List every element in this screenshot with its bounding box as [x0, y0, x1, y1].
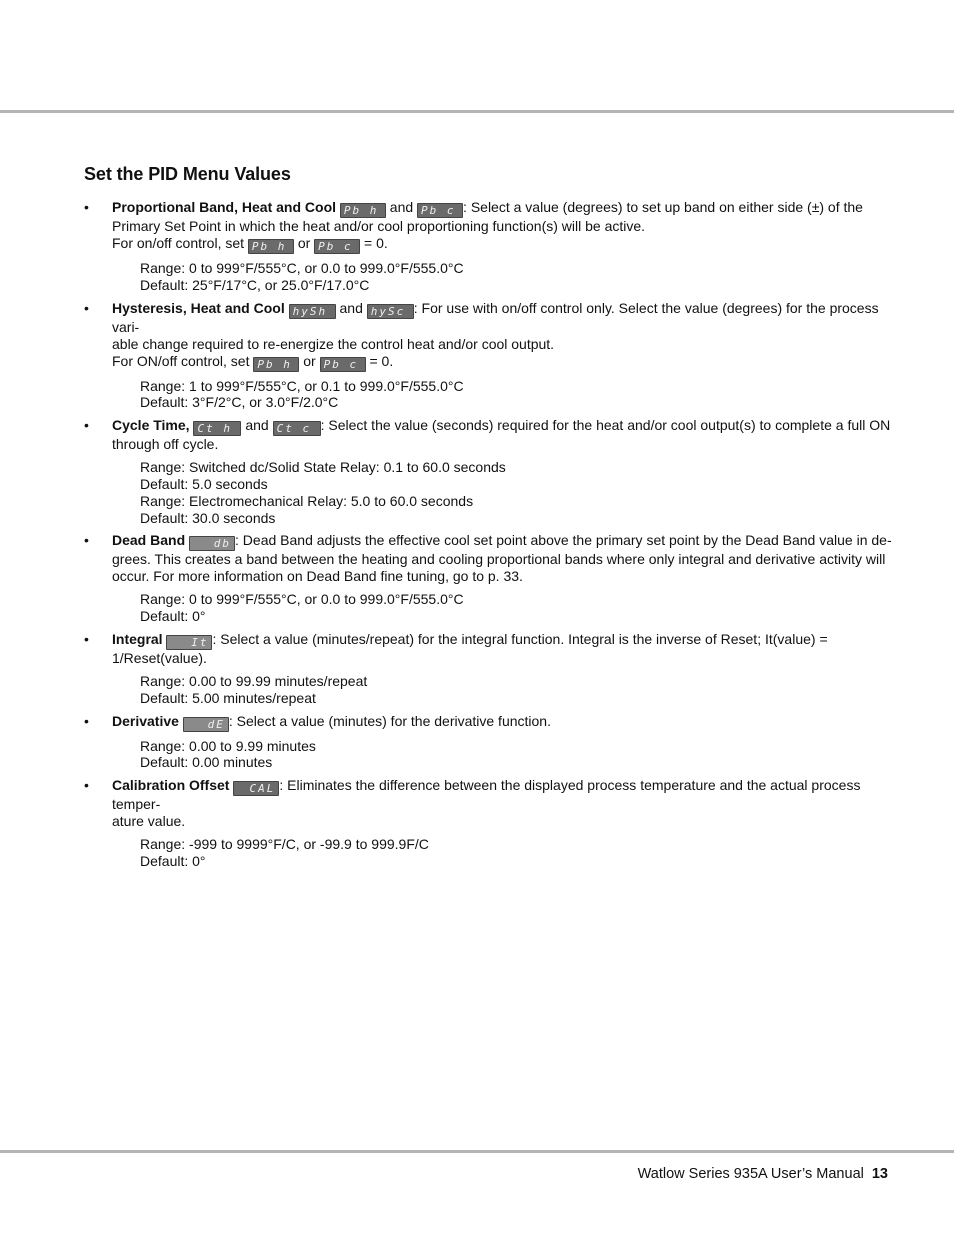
item-description: : Select a value (minutes) for the derivative function.	[228, 712, 551, 729]
range-default: Range: -999 to 9999°F/C, or -99.9 to 999.9F/C Default: 0°	[140, 836, 429, 869]
lcd-display-icon: Pb c	[314, 239, 360, 254]
item-note: For on/off control, set Pb h or Pb c = 0.	[112, 235, 388, 253]
range-default: Range: 0.00 to 9.99 minutes Default: 0.00 minutes	[140, 737, 316, 771]
item-description: : Dead Band adjusts the effective cool set point above the primary set point by the Dead Band value in de-	[235, 532, 892, 549]
range-default: Range: 0 to 999°F/555°C, or 0.0 to 999.0°F/555.0°C Default: 25°F/17°C, or 25.0°F/17.0°C	[140, 260, 464, 293]
page-number: 13	[871, 1166, 888, 1182]
item-note: For ON/off control, set Pb h or Pb c = 0.	[112, 352, 394, 371]
range-default: Range: 0 to 999°F/555°C, or 0.0 to 999.0°F/555.0°C Default: 0°	[140, 591, 464, 625]
lcd-display-icon: Pb h	[340, 203, 386, 218]
list-item: • Cycle Time, Ct h and Ct c : Select the value (seconds) required for the heat and/or cool output(s) to complete a full ON through off cycle. Range: Switched dc/Solid State Relay: 0.1 to 60.0 seconds Default: 5.0 seconds Range: Electromechanical Relay: 5.0 to 60.0 seconds Default: 30.0 seconds	[84, 417, 896, 526]
footer-rule	[0, 1150, 954, 1153]
item-label: Integral	[112, 630, 163, 647]
item-description: : Select a value (minutes/repeat) for the integral function. Integral is the inverse of Reset; It(value) =	[212, 630, 828, 647]
item-label: Proportional Band, Heat and Cool	[112, 199, 337, 215]
list-item: • Integral It : Select a value (minutes/repeat) for the integral function. Integral is the inverse of Reset; It(value) = 1/Reset(value). Range: 0.00 to 99.99 minutes/repeat Default: 5.00 minutes/repeat	[84, 631, 896, 707]
bullet: •	[84, 777, 89, 794]
list-item: • Calibration Offset CAL : Eliminates the difference between the displayed process temperature and the actual process temper- ature value. Range: -999 to 9999°F/C, or -99.9 to 999.9F/C Default: 0°	[84, 777, 896, 870]
bullet: •	[84, 417, 89, 434]
lcd-display-icon: hySc	[367, 304, 414, 319]
range-default: Range: 1 to 999°F/555°C, or 0.1 to 999.0°F/555.0°C Default: 3°F/2°C, or 3.0°F/2.0°C	[140, 377, 464, 411]
lcd-display-icon: Pb c	[320, 357, 366, 372]
item-description: : Select a value (degrees) to set up band on either side (±) of the	[463, 199, 863, 215]
item-label: Calibration Offset	[112, 777, 230, 794]
lcd-display-icon: Pb h	[253, 357, 299, 372]
lcd-display-icon: Pb c	[417, 203, 463, 218]
manual-title: Watlow Series 935A User’s Manual	[637, 1166, 864, 1182]
lcd-display-icon: It	[166, 635, 212, 650]
page-footer	[638, 1166, 888, 1182]
list-item: • Dead Band db : Dead Band adjusts the effective cool set point above the primary set point by the Dead Band value in de- grees. This creates a band between the heating and cooling proportional bands where only integral and derivative activity will occur. For more information on Dead Band fine tuning, go to p. 33. Range: 0 to 999°F/555°C, or 0.0 to 999.0°F/555.0°C Default: 0°	[84, 532, 896, 625]
lcd-display-icon: hySh	[289, 304, 336, 319]
lcd-display-icon: dE	[183, 717, 229, 732]
range-default: Range: Switched dc/Solid State Relay: 0.1 to 60.0 seconds Default: 5.0 seconds Range: Electromechanical Relay: 5.0 to 60.0 seconds Default: 30.0 seconds	[140, 459, 506, 526]
item-description: : For use with on/off control only. Select the value (degrees) for the process vari-	[112, 299, 879, 335]
item-label: Cycle Time,	[112, 417, 190, 434]
lcd-display-icon: db	[189, 536, 235, 551]
list-item	[84, 713, 896, 772]
pid-menu-list	[84, 199, 896, 876]
item-label: Hysteresis, Heat and Cool	[112, 299, 285, 316]
item-description: : Select the value (seconds) required for the heat and/or cool output(s) to complete a full ON	[320, 417, 891, 434]
bullet: •	[84, 532, 89, 549]
item-label: Dead Band	[112, 532, 186, 549]
bullet: •	[84, 712, 89, 729]
bullet: •	[84, 199, 89, 215]
lcd-display-icon: Ct c	[273, 421, 321, 436]
lcd-display-icon: Pb h	[248, 239, 294, 254]
header-rule	[0, 110, 954, 113]
list-item: • Proportional Band, Heat and Cool Pb h and Pb c : Select a value (degrees) to set up band on either side (±) of the Primary Set Point in which the heat and/or cool proportioning function(s) will be active. For on/off control, set Pb h or Pb c = 0. Range: 0 to 999°F/555°C, or 0.0 to 999.0°F/555.0°C Default: 25°F/17°C, or 25.0°F/17.0°C	[84, 199, 896, 294]
lcd-display-icon: Ct h	[193, 421, 241, 436]
lcd-display-icon: CAL	[233, 781, 279, 796]
bullet: •	[84, 630, 89, 647]
item-description: : Eliminates the difference between the displayed process temperature and the actual process temper-	[112, 777, 861, 813]
list-item: • Hysteresis, Heat and Cool hySh and hySc : For use with on/off control only. Select the value (degrees) for the process vari- able change required to re-energize the control heat and/or cool output. For ON/off control, set Pb h or Pb c = 0. Range: 1 to 999°F/555°C, or 0.1 to 999.0°F/555.0°C Default: 3°F/2°C, or 3.0°F/2.0°C	[84, 300, 896, 412]
bullet: •	[84, 299, 89, 316]
page-heading: Set the PID Menu Values	[84, 164, 291, 184]
item-label: Derivative	[112, 712, 179, 729]
range-default: Range: 0.00 to 99.99 minutes/repeat Default: 5.00 minutes/repeat	[140, 672, 368, 706]
